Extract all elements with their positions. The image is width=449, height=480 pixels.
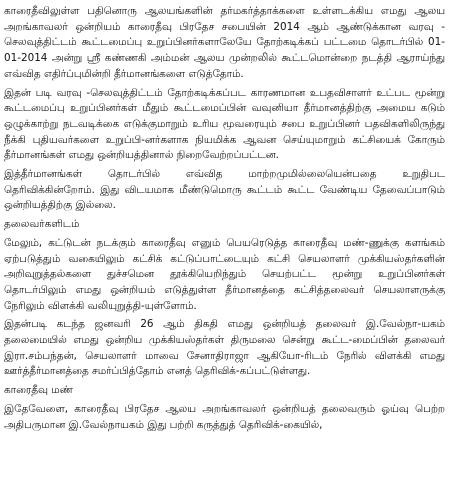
paragraph-closing: இதேவேளை, காரைதீவு பிரதேச ஆலய அறங்காவலர் ஒன்றியத் தலைவரும் ஓய்வு பெற்ற அதிபருமான இ.வேல்நாயகம் இது பற்றி கருத்துத் தெரிவிக்-கையில்,: [4, 402, 445, 431]
paragraph-meeting: இதன்படி கடந்த ஜனவரி 26 ஆம் திகதி எமது ஒன்றியத் தலைவர் இ.வேல்நா-யகம் தலைமையில் எமது ஒன்றிய முக்கியஸ்தர்கள் திருமலை சென்று கூட்ட-மைப்பின் தலைவர் இரா.சம்பந்தன், செயலாளர் மாவை சேனாதிராஜா ஆகியோ-ரிடம் நேரில் விளக்கி எமது ஊர்த்தீர்மானத்தை சமர்ப்பித்தோம் எனத் தெரிவிக்-கப்பட்டுள்ளது.: [4, 318, 445, 378]
paragraph-party-discipline: மேலும், கட்டுடன் நடக்கும் காரைதீவு எனும் பெயரெடுத்த காரைதீவு மண்-ணுக்கு களங்கம் ஏற்படுத்தும் வகையிலும் கட்சிக் கட்டுப்பாட்டையும் கட்சி செயலாளர் முக்கியஸ்தர்களின் அறிவுறுத்தல்களை துச்சமென தூக்கியெறிந்தும் செயற்பட்ட மூன்று உறுப்பினர்கள் தொடர்பிலும் எமது ஒன்றியம் எடுத்துள்ள தீர்மானத்தை கட்சித்தலைவர் செயலாளருக்கு நேரிலும் விளக்கி வலியுறுத்தி-யுள்ளோம்.: [4, 236, 445, 312]
subheading-karaitivu: காரைதீவு மண்: [4, 384, 73, 397]
paragraph-no-change: இத்தீர்மானங்கள் தொடர்பில் எவ்வித மாற்றமுமில்லையென்பதை உறுதிபட தெரிவிக்கின்றோம். இது விடயமாக மீண்டுமொரு கூட்டம் கூட்ட வேண்டிய தேவைப்பாடும் ஒன்றியத்திற்கு இல்லை.: [4, 168, 445, 212]
subheading-leaders: தலைவர்களிடம்: [4, 218, 80, 231]
paragraph-resolutions: இதன் படி வரவு -செலவுத்திட்டம் தோற்கடிக்கப்பட காரணமான உபதவிசாளர் உட்பட மூன்று கூட்டமைப்பு உறுப்பினர்கள் மீதும் கூட்டமைப்பின் வவுனியா தீர்மானத்திற்கு அமைய கடும் ஒழுக்காற்று நடவடிக்கை எடுக்குமாறும் உரிய மூவரையும் சபை உறுப்பினர் பதவிகளிலிருந்து நீக்கி புதியவர்களை உறுப்பி-னர்களாக நியமிக்க ஆவன செய்யுமாறும் கட்சியைக் கோரும் தீர்மானங்கள் எமது ஒன்றியத்தினால் நிறைவேற்றப்பட்டன.: [4, 86, 445, 162]
paragraph-intro: காரைதீவிலுள்ள பதினொரு ஆலயங்களின் தர்மகர்த்தாக்களை உள்ளடக்கிய எமது ஆலய அறங்காவலர் ஒன்றியம் காரைதீவு பிரதேச சபையின் 2014 ஆம் ஆண்டுக்கான வரவு - செலவுத்திட்டம் கூட்டமைப்பு உறுப்பினர்களாலேயே தோற்கடிக்கப் பட்டமை தொடர்பில் 01-01-2014 அன்று ஸ்ரீ கண்ணகி அம்மன் ஆலய முன்றலில் கூட்டமொன்றை நடத்தி ஆராய்ந்து எவ்வித எதிர்ப்புமின்றி தீர்மானங்களை எடுத்தோம்.: [4, 5, 445, 80]
